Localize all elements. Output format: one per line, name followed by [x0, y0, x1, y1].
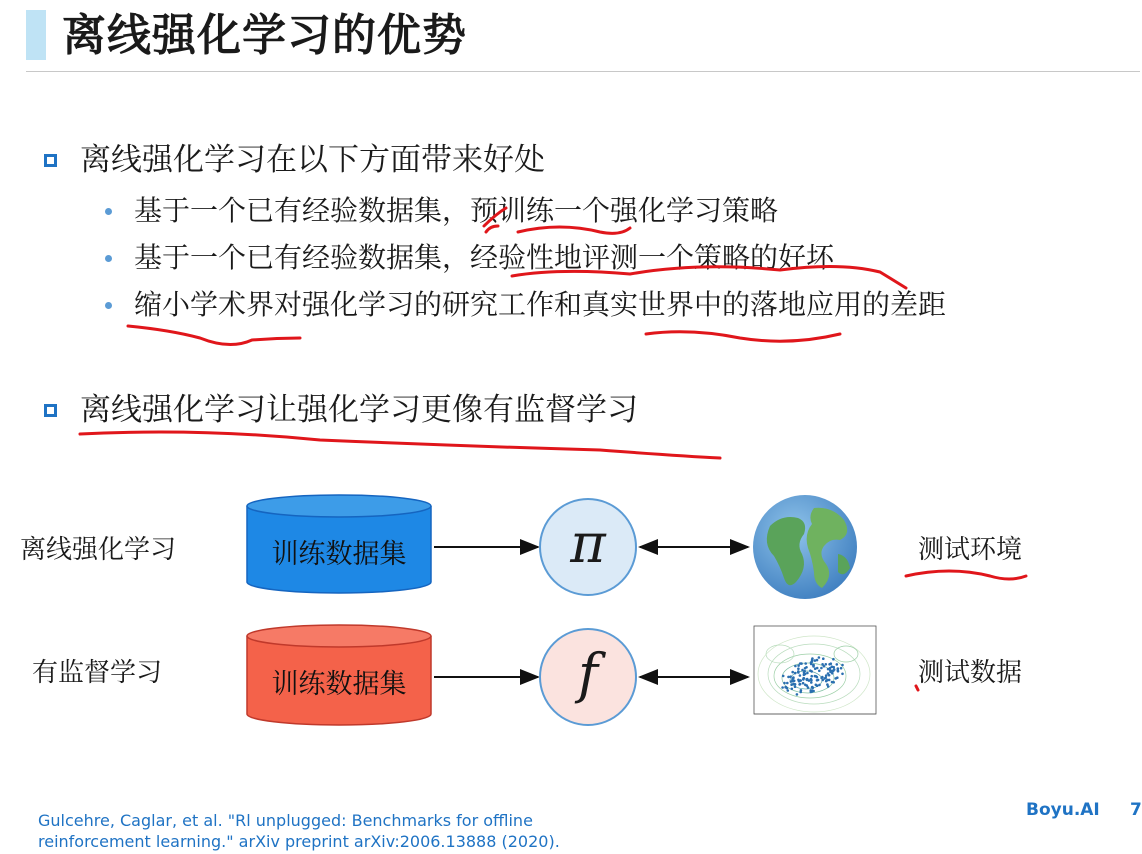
scatter-dot	[841, 673, 844, 676]
scatter-dot	[811, 686, 814, 689]
scatter-dot	[806, 679, 809, 682]
scatter-dot	[836, 663, 839, 666]
scatter-dot	[801, 669, 804, 672]
sub-bullet-1: 基于一个已有经验数据集，预训练一个强化学习策略	[134, 194, 779, 227]
scatter-dot	[791, 688, 794, 691]
scatter-dot	[786, 682, 789, 685]
test-data-label: 测试数据	[918, 658, 1023, 688]
scatter-dot	[831, 672, 834, 675]
scatter-dot	[810, 670, 813, 673]
scatter-dot	[830, 662, 833, 665]
earth-globe-icon	[752, 494, 858, 600]
scatter-dot	[818, 684, 821, 687]
scatter-dot	[822, 657, 825, 660]
scatter-dot	[794, 665, 797, 668]
scatter-dot	[820, 667, 823, 670]
scatter-dot	[810, 662, 813, 665]
scatter-dot	[783, 682, 786, 685]
scatter-dot	[812, 664, 815, 667]
scatter-dot	[818, 670, 821, 673]
scatter-dot	[810, 681, 813, 684]
scatter-dot	[810, 679, 813, 682]
scatter-dot	[798, 680, 801, 683]
scatter-dot	[821, 679, 824, 682]
scatter-dot	[816, 667, 819, 670]
sub-bullet-3: 缩小学术界对强化学习的研究工作和真实世界中的落地应用的差距	[134, 288, 947, 321]
row-label-offline-rl: 离线强化学习	[20, 535, 177, 565]
scatter-dot	[812, 690, 815, 693]
scatter-dot	[800, 662, 803, 665]
policy-symbol: π	[570, 512, 606, 575]
scatter-dot	[797, 664, 800, 667]
scatter-dot	[837, 667, 840, 670]
scatter-dot	[792, 683, 795, 686]
scatter-dot	[810, 689, 813, 692]
bullet-1-text: 离线强化学习在以下方面带来好处	[80, 142, 545, 178]
scatter-dot	[782, 675, 785, 678]
scatter-dot	[810, 675, 813, 678]
scatter-dot	[802, 677, 805, 680]
scatter-dot	[817, 679, 820, 682]
scatter-dot	[792, 677, 795, 680]
scatter-dot	[787, 689, 790, 692]
scatter-dot	[831, 681, 834, 684]
scatter-dot	[825, 680, 828, 683]
scatter-dot	[815, 684, 818, 687]
scatter-dot	[797, 670, 800, 673]
scatter-dot	[841, 664, 844, 667]
scatter-dot	[832, 670, 835, 673]
scatter-dot	[835, 677, 838, 680]
function-symbol: f	[578, 642, 598, 705]
scatter-dot	[811, 657, 814, 660]
scatter-plot-icon	[750, 624, 880, 720]
scatter-dot	[802, 682, 805, 685]
scatter-dot	[791, 671, 794, 674]
slide-title: 离线强化学习的优势	[62, 10, 467, 61]
dataset-label: 训练数据集	[271, 669, 407, 700]
scatter-dot	[786, 687, 789, 690]
scatter-dot	[806, 672, 809, 675]
scatter-dot	[796, 693, 799, 696]
bullet-2-text: 离线强化学习让强化学习更像有监督学习	[80, 392, 638, 428]
scatter-dot	[797, 667, 800, 670]
scatter-dot	[814, 659, 817, 662]
scatter-dot	[787, 676, 790, 679]
scatter-dot	[837, 670, 840, 673]
scatter-dot	[831, 665, 834, 668]
scatter-dot	[799, 674, 802, 677]
scatter-dot	[806, 684, 809, 687]
dataset-label: 训练数据集	[271, 539, 407, 570]
scatter-dot	[825, 663, 828, 666]
brand-logo-text: Boyu.AI	[1026, 800, 1100, 820]
scatter-dot	[823, 665, 826, 668]
scatter-dot	[814, 675, 817, 678]
scatter-dot	[840, 667, 843, 670]
page-number: 7	[1130, 800, 1142, 820]
scatter-dot	[825, 674, 828, 677]
scatter-dot	[803, 673, 806, 676]
scatter-dot	[799, 691, 802, 694]
row-label-supervised: 有监督学习	[32, 658, 163, 688]
scatter-dot	[818, 656, 821, 659]
scatter-dot	[791, 680, 794, 683]
scatter-dot	[794, 672, 797, 675]
scatter-dot	[781, 686, 784, 689]
scatter-dot	[794, 685, 797, 688]
scatter-dot	[828, 674, 831, 677]
test-environment-label: 测试环境	[918, 535, 1023, 565]
scatter-dot	[805, 666, 808, 669]
citation: Gulcehre, Caglar, et al. "Rl unplugged: Benchmarks for offline reinforcement learning." arXiv preprint arXiv:2006.13888 (2020).	[38, 811, 560, 851]
scatter-dot	[798, 683, 801, 686]
scatter-dot	[832, 658, 835, 661]
scatter-dot	[803, 670, 806, 673]
scatter-dot	[827, 685, 830, 688]
scatter-dot	[804, 662, 807, 665]
sub-bullet-2: 基于一个已有经验数据集，经验性地评测一个策略的好坏	[134, 241, 835, 274]
